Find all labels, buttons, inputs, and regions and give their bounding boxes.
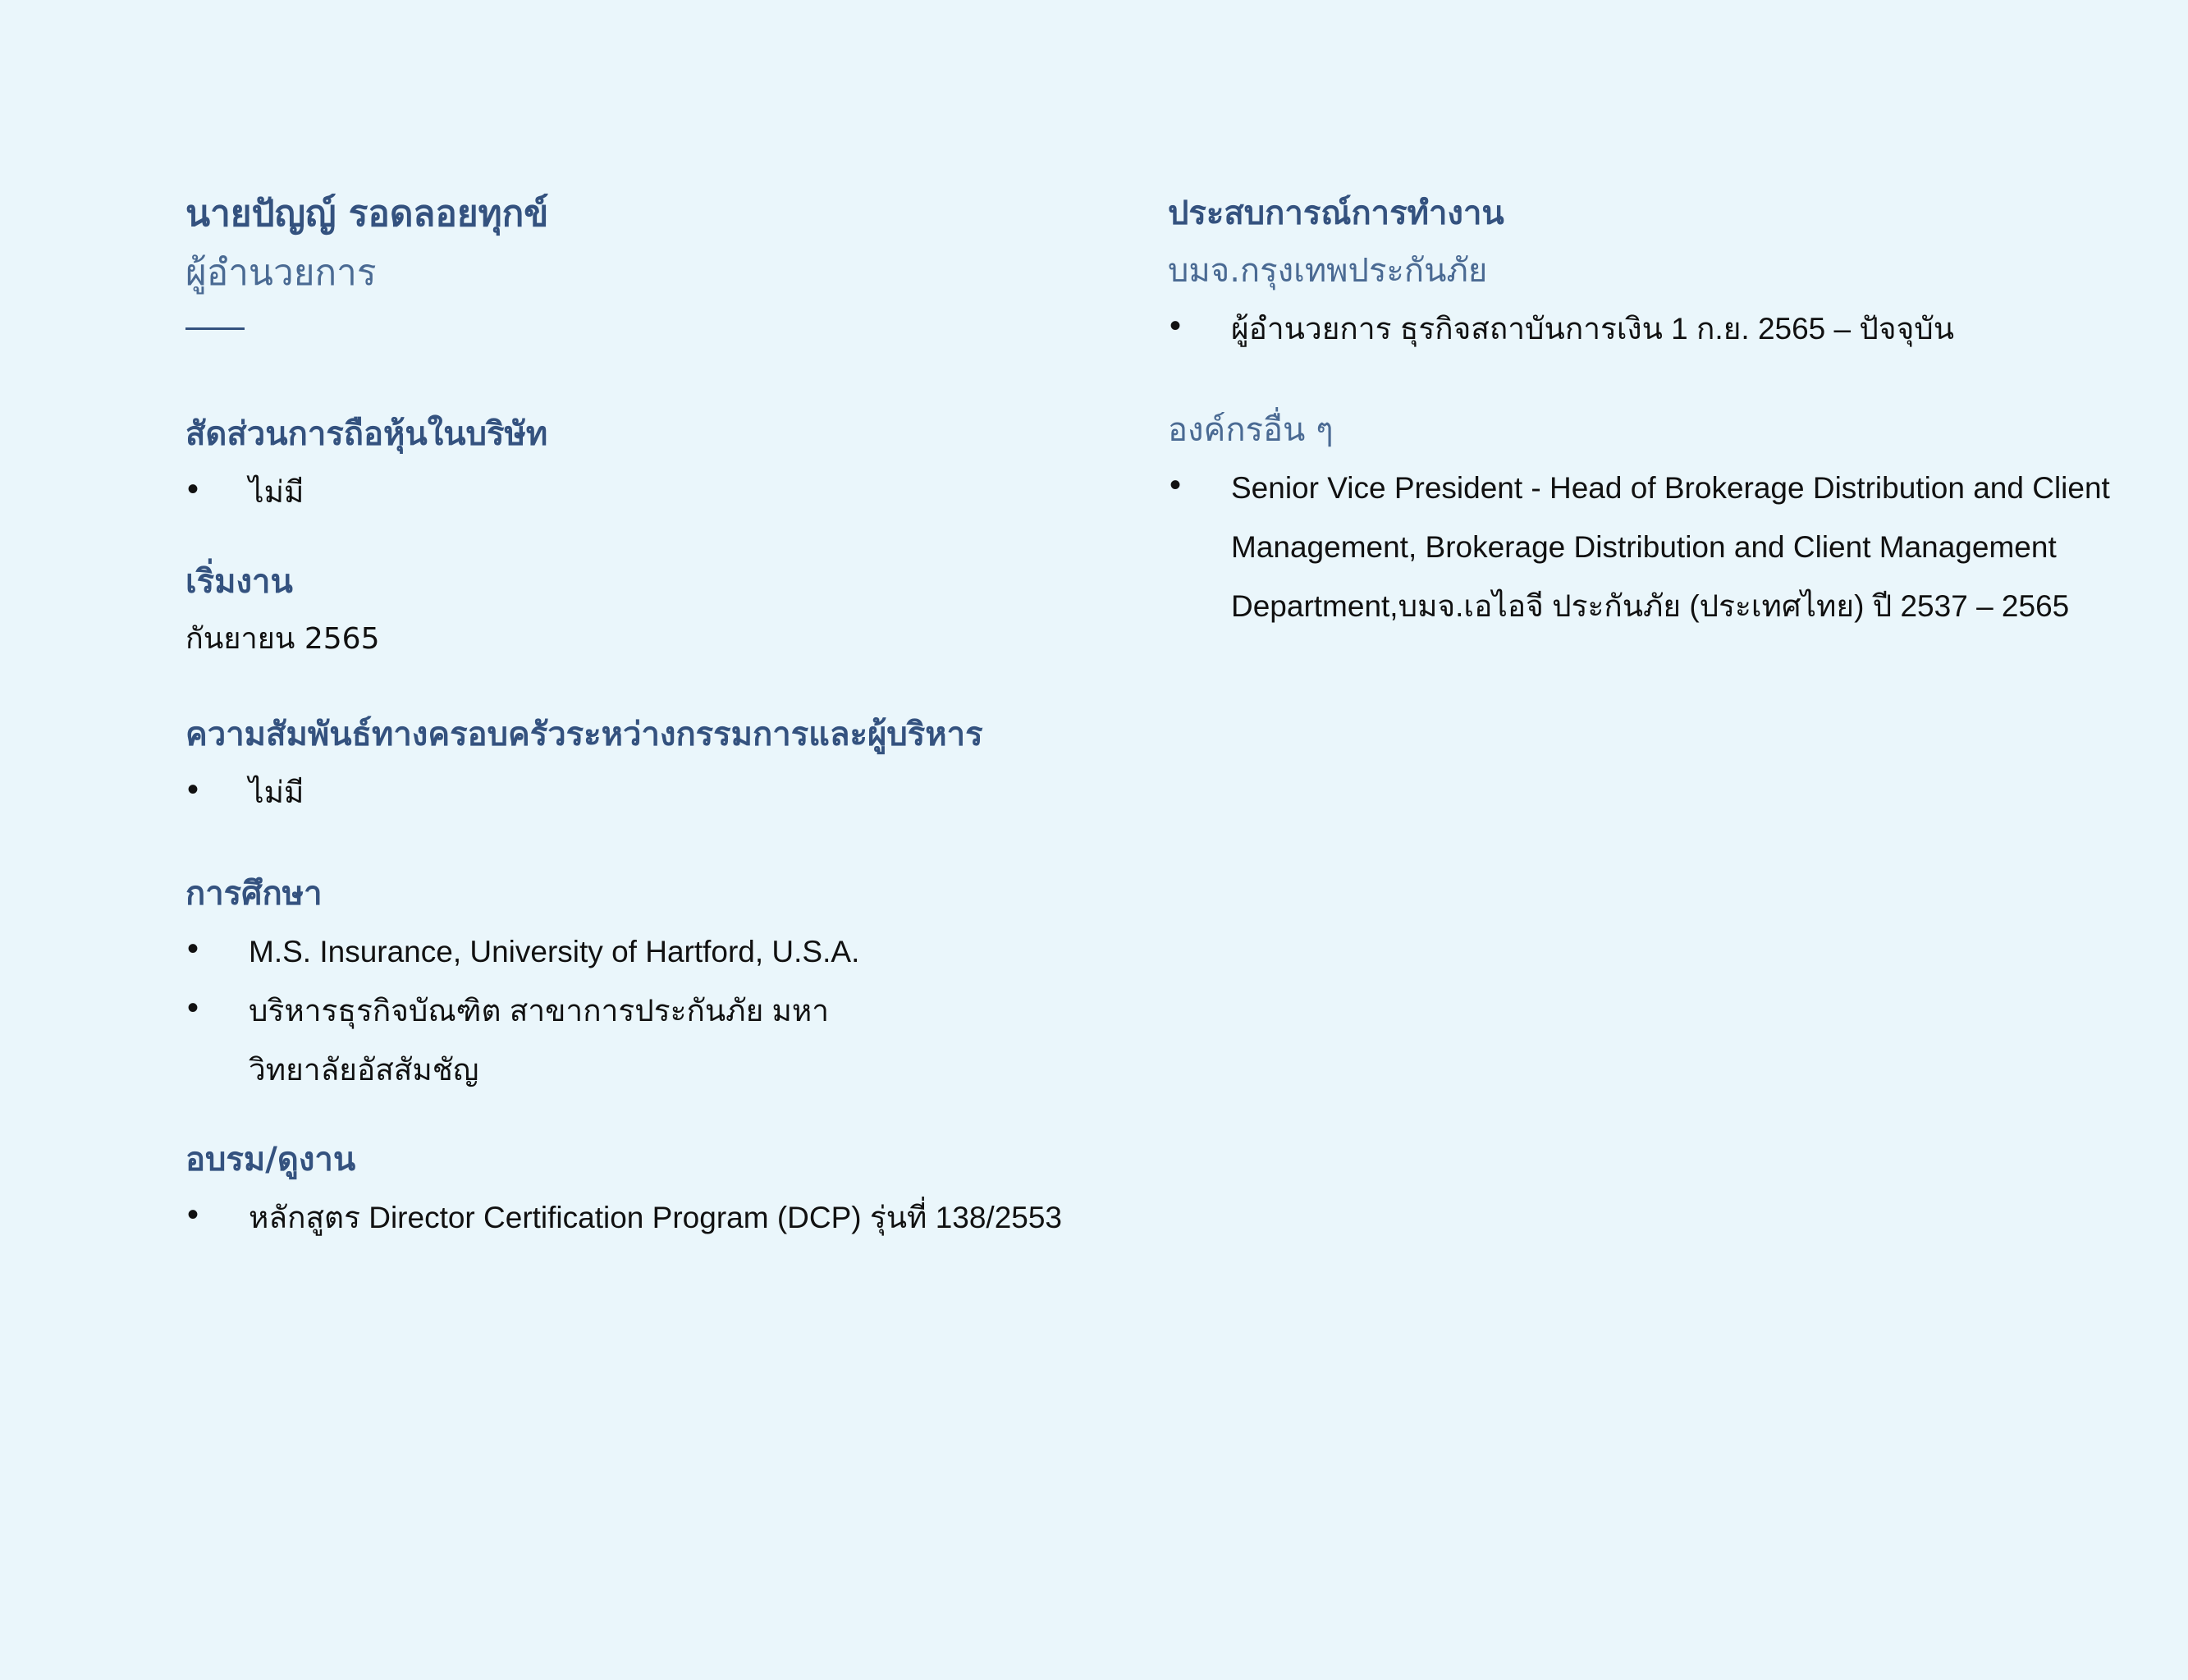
- education-list: [185, 922, 1129, 1100]
- person-position: ผู้อำนวยการ: [185, 252, 377, 294]
- bullet-icon: •: [187, 1197, 199, 1233]
- family-relation-list: [185, 763, 1129, 822]
- list-item-text: บริหารธุรกิจบัณฑิต สาขาการประกันภัย มหาวิทยาลัยอัสสัมชัญ: [249, 994, 830, 1087]
- list-item: [1168, 459, 2175, 636]
- other-orgs-heading: องค์กรอื่น ๆ: [1168, 411, 1334, 449]
- list-item: [185, 463, 1129, 522]
- family-relation-heading: ความสัมพันธ์ทางครอบครัวระหว่างกรรมการและผู้บริหาร: [185, 716, 983, 753]
- shareholding-list: [185, 463, 1129, 522]
- person-name: นายปัญญ์ รอดลอยทุกข์: [185, 193, 549, 235]
- start-date-heading: เริ่มงาน: [185, 563, 293, 601]
- left-column: [185, 185, 1129, 1247]
- bullet-icon: •: [187, 471, 199, 507]
- bullet-icon: •: [1170, 467, 1182, 503]
- list-item: [185, 982, 889, 1100]
- list-item-text: ผู้อำนวยการ ธุรกิจสถาบันการเงิน 1 ก.ย. 2565 – ปัจจุบัน: [1231, 312, 1955, 346]
- list-item-text: ไม่มี: [249, 776, 304, 809]
- experience-heading: ประสบการณ์การทำงาน: [1168, 195, 1504, 232]
- divider: [185, 327, 245, 330]
- right-column: [1168, 185, 2153, 636]
- experience-company: บมจ.กรุงเทพประกันภัย: [1168, 252, 1488, 290]
- list-item-text: Senior Vice President - Head of Brokerage Distribution and Client Management, Brokerage Distribution and Client Management Department,บมจ.เอไอจี ประกันภัย (ประเทศไทย) ปี 2537 – 2565: [1231, 471, 2110, 623]
- list-item-text: หลักสูตร Director Certification Program (DCP) รุ่นที่ 138/2553: [249, 1201, 1063, 1234]
- training-heading: อบรม/ดูงาน: [185, 1141, 356, 1179]
- list-item: [185, 1188, 1069, 1247]
- list-item: [185, 922, 1129, 982]
- other-orgs-list: [1168, 459, 2153, 636]
- shareholding-heading: สัดส่วนการถือหุ้นในบริษัท: [185, 415, 548, 453]
- list-item-text: M.S. Insurance, University of Hartford, U.S.A.: [249, 935, 860, 968]
- list-item-text: ไม่มี: [249, 475, 304, 509]
- bullet-icon: •: [187, 990, 199, 1026]
- bullet-icon: •: [187, 771, 199, 808]
- list-item: [185, 763, 1129, 822]
- education-heading: การศึกษา: [185, 875, 323, 913]
- experience-list: [1168, 300, 2153, 359]
- list-item: [1168, 300, 2153, 359]
- training-list: [185, 1188, 1129, 1247]
- bullet-icon: •: [187, 931, 199, 967]
- bullet-icon: •: [1170, 308, 1182, 344]
- start-date-value: กันยายน 2565: [185, 622, 380, 656]
